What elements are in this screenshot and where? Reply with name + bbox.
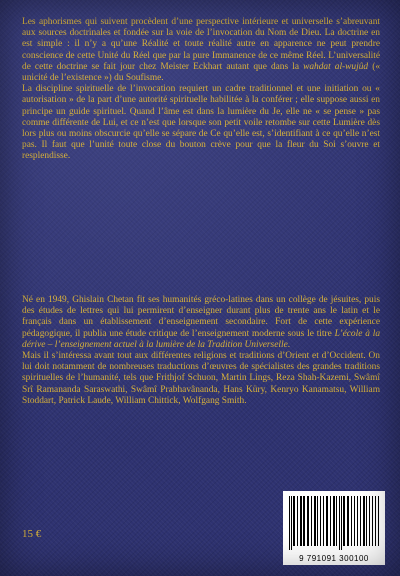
barcode-bar	[360, 496, 361, 546]
bio-paragraph: Mais il s’intéressa avant tout aux différentes religions et traditions d’Orient et d’Occident. On lui doit notamment de nombreuses traductions d’œuvres de spécialistes des grandes traditions spirituelles de l’humanité, tels que Frithjof Schuon, Martin Lings, Reza Shah-Kazemi, Swâmî Srî Ramananda Saraswathi, Swâmî Prabhavânanda, Hans Küry, Kenryo Kanamatsu, William Stoddart, Patrick Laude, William Chittick, Wolfgang Smith.	[22, 351, 380, 406]
barcode-bar	[351, 496, 352, 546]
blurb-paragraph: La discipline spirituelle de l’invocation requiert un cadre traditionnel et une initiation ou « autorisation » de la part d’une autorité spirituelle habilitée à la conférer ; elle suppose aussi en principe un guide spirituel. Quand l’âme est dans la lumière du Je, elle ne « se pense » pas comme différente de Lui, et ce n’est que lorsque son petit voile retombe sur cette Lumière dès lors plus ou moins obscurcie qu’elle se sépare de Ce qu’elle est, s’identifiant à ce qu’elle n’est pas. Il faut que l’unité toute close du bouton crève pour que la fleur du Soi s’ouvre et resplendisse.	[22, 84, 380, 162]
barcode-bar	[363, 496, 365, 546]
barcode	[283, 491, 385, 565]
blurb-text	[22, 17, 380, 163]
barcode-bar	[320, 496, 321, 546]
barcode-bar	[297, 496, 298, 546]
barcode-bar	[317, 496, 318, 546]
price-label: 15 €	[22, 528, 42, 540]
barcode-bar	[323, 496, 324, 546]
barcode-bar	[339, 496, 340, 550]
blurb-text-part: (« unicité de l’existence ») du Soufisme.	[22, 61, 381, 84]
barcode-bar	[366, 496, 367, 546]
barcode-bar	[293, 496, 295, 546]
barcode-bar	[330, 496, 331, 546]
barcode-bar	[300, 496, 302, 546]
barcode-bar	[341, 496, 342, 550]
barcode-number: 9 791091 300100	[299, 554, 369, 563]
barcode-bar	[343, 496, 345, 546]
barcode-bars	[283, 491, 385, 553]
barcode-bar	[378, 496, 379, 546]
barcode-bar	[372, 496, 373, 546]
blurb-paragraph	[22, 17, 380, 84]
barcode-bar	[289, 496, 290, 550]
barcode-bar	[311, 496, 312, 546]
author-bio	[22, 295, 380, 407]
barcode-bar	[314, 496, 316, 546]
arabic-term: wahdat al-wujûd	[303, 61, 369, 72]
blurb-text-part: Les aphorismes qui suivent procèdent d’une perspective intérieure et universelle s’abreuvant aux sources doctrinales et fondée sur la voie de l’invocation du Nom de Dieu. La doctrine en est simple : il n’y a qu’une Réalité et toute réalité autre en apparence ne peut prendre conscience de cette Unité du Réel que par la pure Immanence de ce même Réel. L’universalité de cette doctrine se fait jour chez Meister Eckhart autant que dans la	[22, 17, 380, 72]
barcode-bar	[347, 496, 349, 546]
book-title: L’école à la dérive – l’enseignement actuel à la lumière de la Tradition Universelle	[22, 328, 381, 350]
barcode-bar	[333, 496, 335, 546]
barcode-bar	[336, 496, 337, 546]
barcode-bar	[354, 496, 355, 546]
barcode-bar	[375, 496, 376, 546]
bio-text-part: Né en 1949, Ghislain Chetan fit ses humanités gréco-latines dans un collège de jésuites, puis des études de lettres qui lui permirent d’enseigner durant plus de trente ans le latin et le français dans un établissement d’enseignement secondaire. Fort de cette expérience pédagogique, il publia une étude critique de l’enseignement moderne sous le titre	[22, 295, 380, 339]
barcode-bar	[307, 496, 309, 546]
barcode-bar	[369, 496, 370, 546]
barcode-bar	[357, 496, 358, 546]
bio-text-part: .	[287, 339, 291, 350]
bio-paragraph	[22, 295, 380, 351]
barcode-bar	[291, 496, 292, 550]
barcode-bar	[303, 496, 305, 546]
barcode-bar	[326, 496, 328, 546]
